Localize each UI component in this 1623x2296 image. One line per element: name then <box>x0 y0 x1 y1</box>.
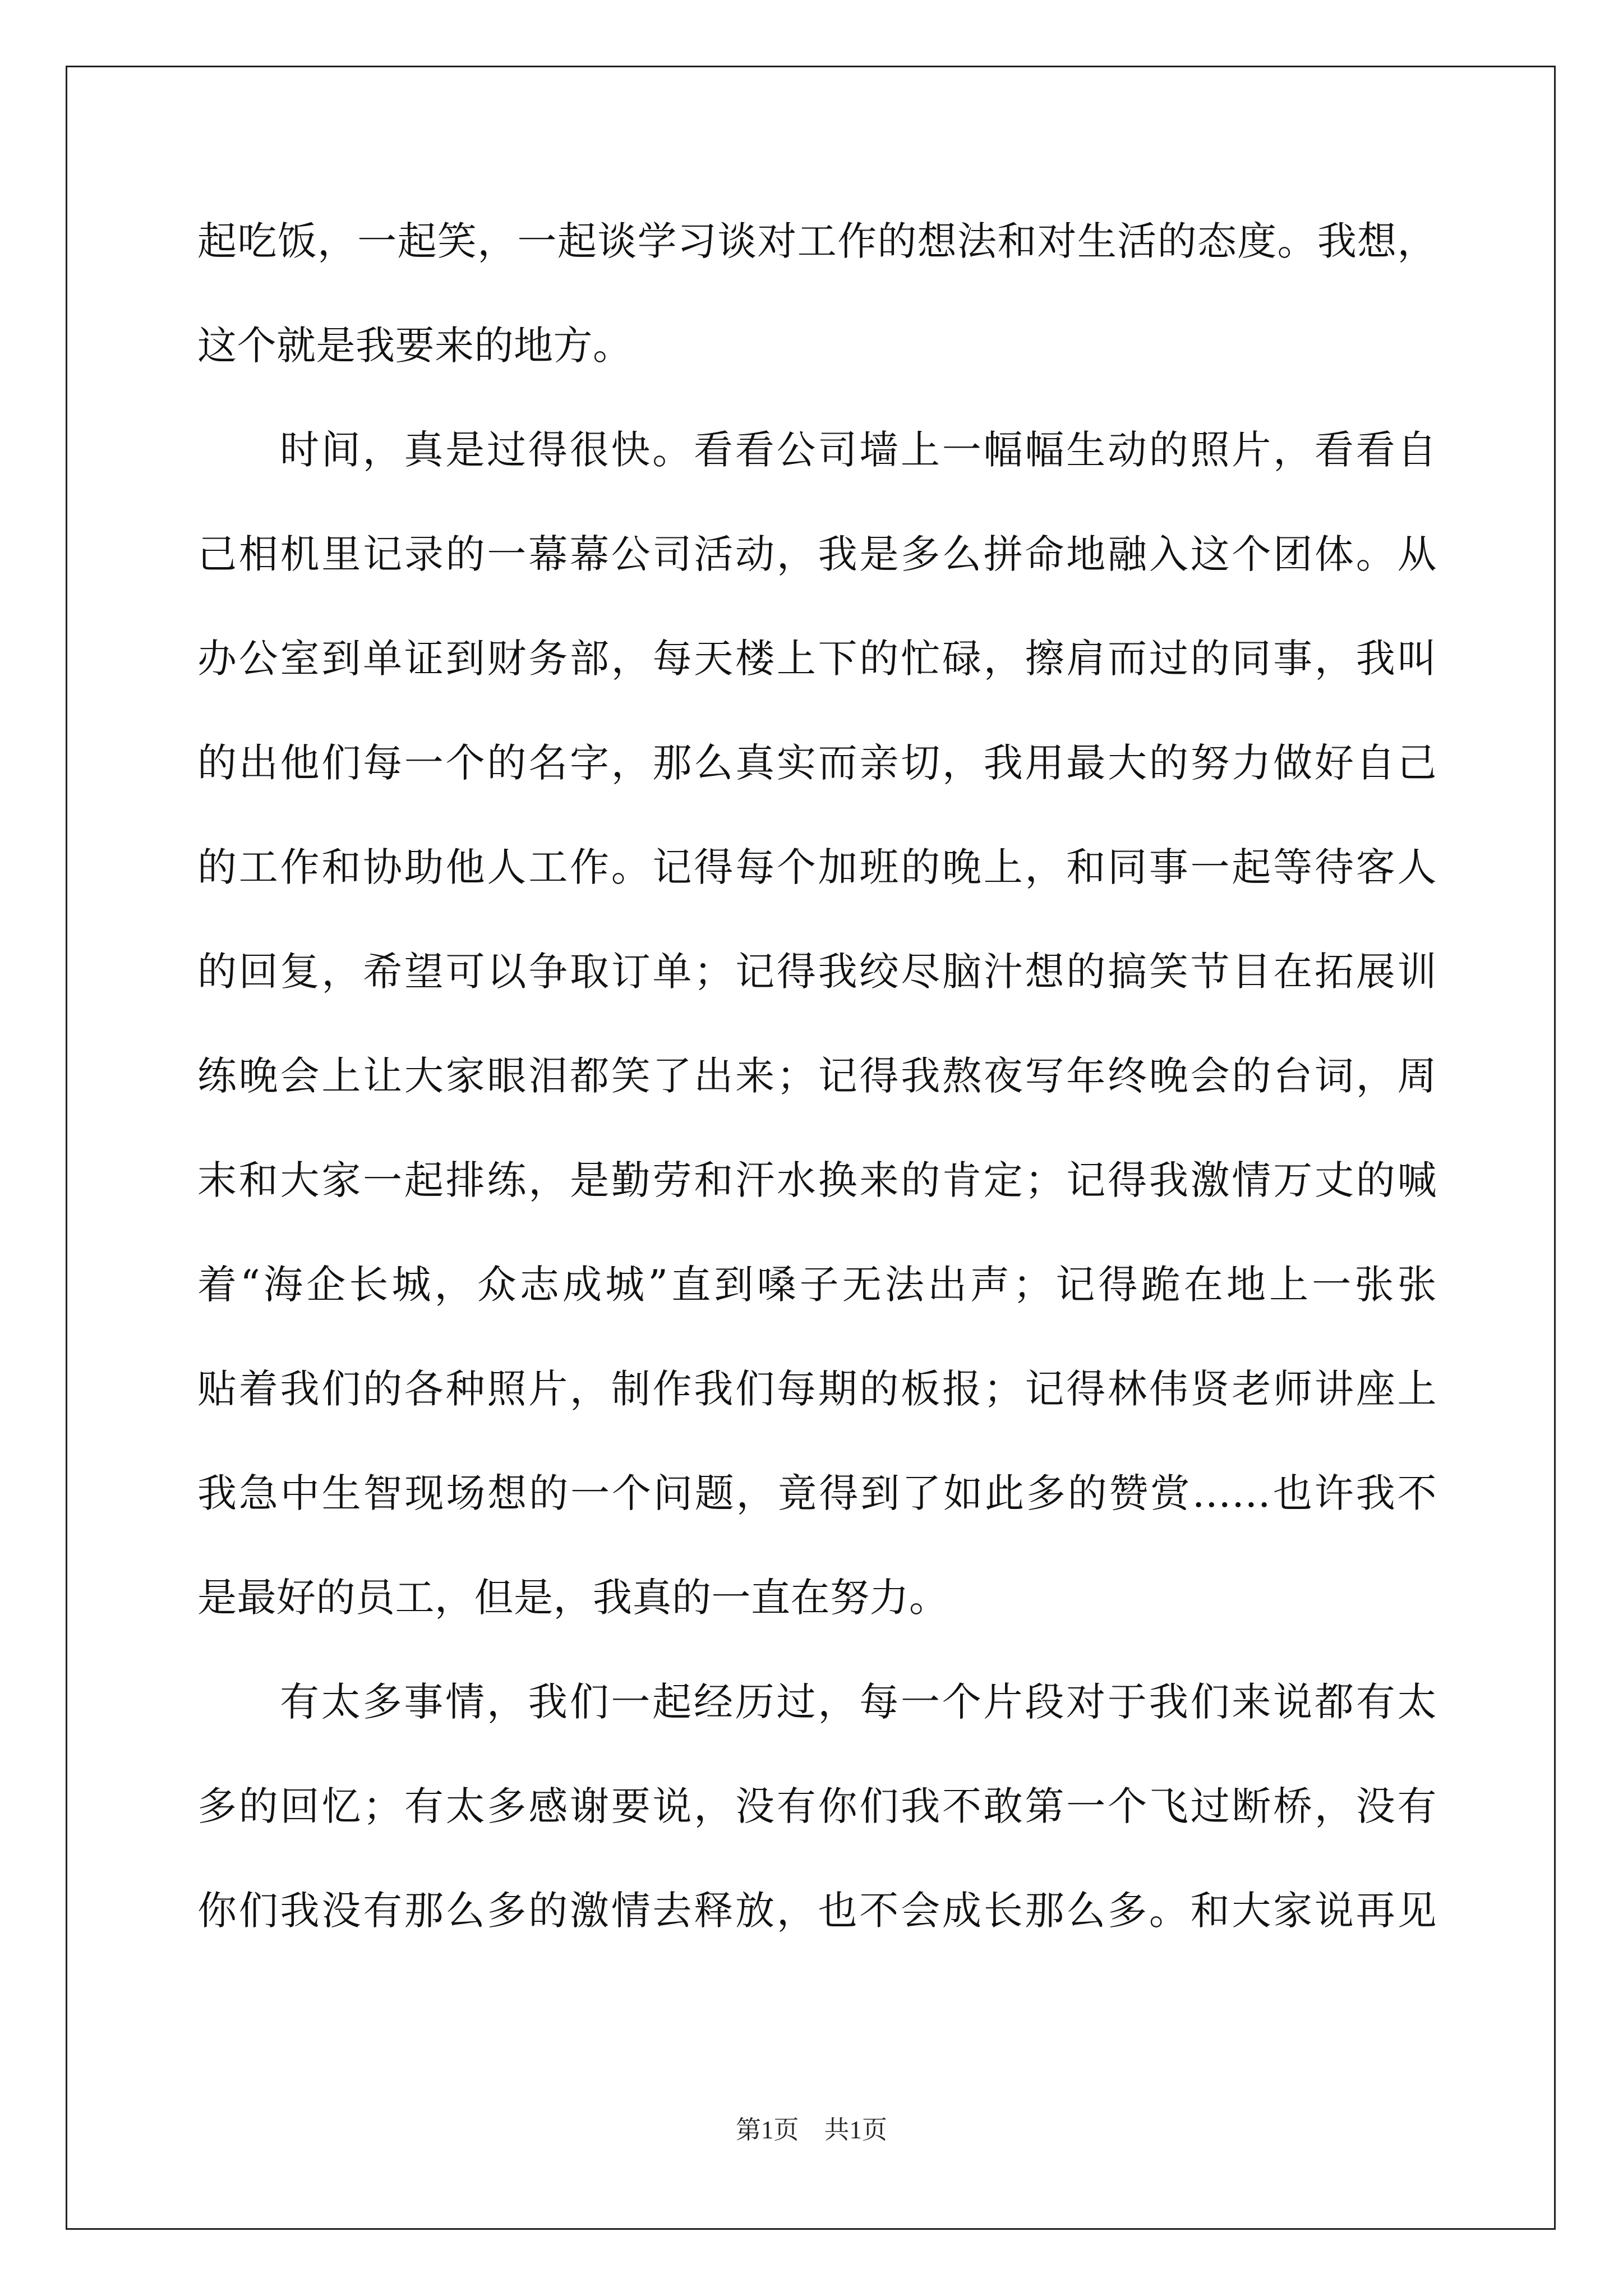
text-line: 练晚会上让大家眼泪都笑了出来；记得我熬夜写年终晚会的台词，周 <box>197 1053 1437 1099</box>
text-line: 的工作和协助他人工作。记得每个加班的晚上，和同事一起等待客人 <box>197 844 1437 890</box>
text-line: 是最好的员工，但是，我真的一直在努力。 <box>197 1575 949 1621</box>
text-line: 多的回忆；有太多感谢要说，没有你们我不敢第一个飞过断桥，没有 <box>197 1783 1437 1829</box>
text-line: 贴着我们的各种照片，制作我们每期的板报；记得林伟贤老师讲座上 <box>197 1366 1437 1412</box>
text-line: 我急中生智现场想的一个问题，竟得到了如此多的赞赏……也许我不 <box>197 1470 1437 1516</box>
paragraph-start-line: 有太多事情，我们一起经历过，每一个片段对于我们来说都有太 <box>280 1679 1437 1725</box>
text-line: 己相机里记录的一幕幕公司活动，我是多么拼命地融入这个团体。从 <box>197 531 1437 577</box>
text-line: 办公室到单证到财务部，每天楼上下的忙碌，擦肩而过的同事，我叫 <box>197 636 1437 682</box>
text-line: 的回复，希望可以争取订单；记得我绞尽脑汁想的搞笑节目在拓展训 <box>197 949 1437 995</box>
page-footer: 第1页 共1页 <box>735 2116 887 2144</box>
text-line: 起吃饭，一起笑，一起谈学习谈对工作的想法和对生活的态度。我想， <box>197 218 1437 264</box>
text-line: 这个就是我要来的地方。 <box>197 323 633 369</box>
paragraph-start-line: 时间，真是过得很快。看看公司墙上一幅幅生动的照片，看看自 <box>280 427 1437 473</box>
text-line: 的出他们每一个的名字，那么真实而亲切，我用最大的努力做好自己 <box>197 740 1437 786</box>
text-line: 末和大家一起排练，是勤劳和汗水换来的肯定；记得我激情万丈的喊 <box>197 1157 1437 1203</box>
text-line: 你们我没有那么多的激情去释放，也不会成长那么多。和大家说再见 <box>197 1888 1437 1934</box>
text-line: 着“海企长城，众志成城”直到嗓子无法出声；记得跪在地上一张张 <box>197 1262 1437 1308</box>
